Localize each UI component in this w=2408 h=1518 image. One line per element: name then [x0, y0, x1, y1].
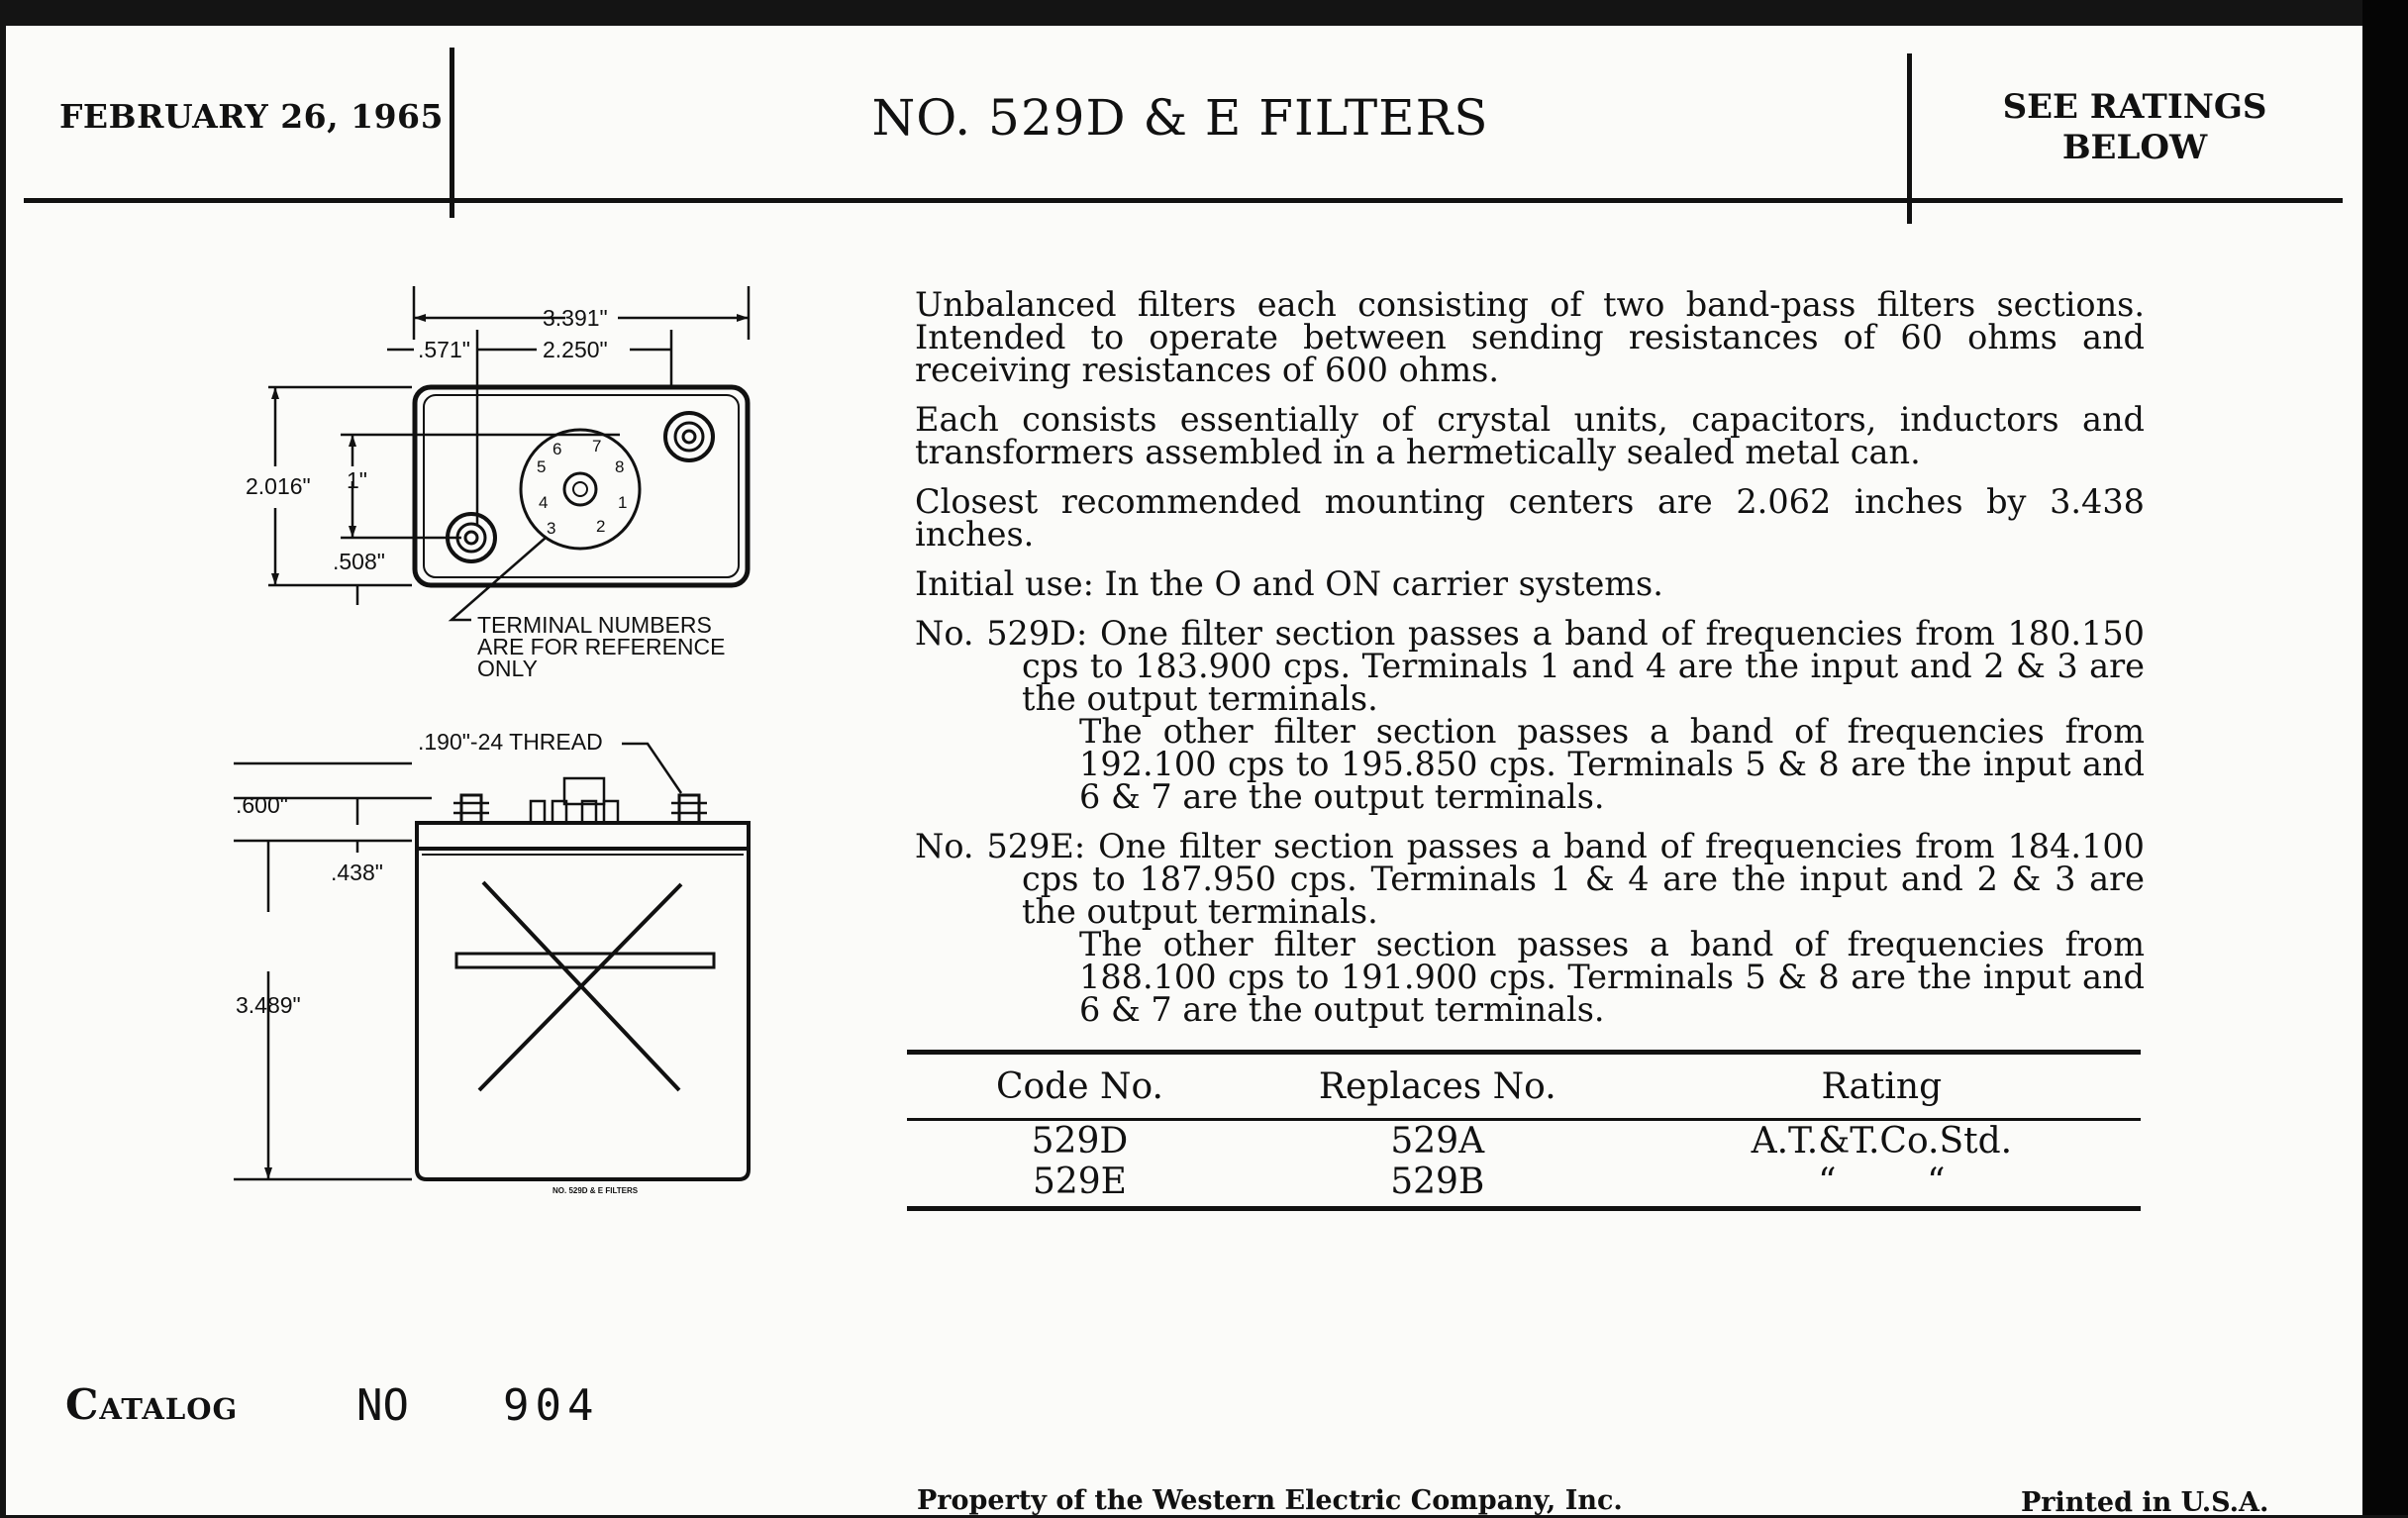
dim-508: .508"	[333, 549, 385, 574]
description-529e-a: One filter section passes a band of frequencies from 184.100 cps to 187.950 cps. Terminals 1 & 4 are the input and 2 & 3 are the output terminals.	[1022, 827, 2146, 931]
terminal-note-2: ARE FOR REFERENCE	[477, 634, 726, 659]
ratings-note	[1919, 87, 2351, 168]
dim-height: 2.016"	[246, 473, 311, 499]
cell-replaces: 529B	[1390, 1162, 1485, 1202]
pin-label-3: 3	[547, 519, 556, 538]
description-p3: Closest recommended mounting centers are 2.062 inches by 3.438 inches.	[915, 482, 2145, 554]
ratings-note-line2: BELOW	[2061, 128, 2208, 167]
pin-label-6: 6	[552, 440, 562, 458]
description	[915, 285, 2146, 1043]
dim-width: 3.391"	[543, 305, 608, 331]
terminal-note-1: TERMINAL NUMBERS	[477, 612, 712, 638]
dim-600: .600"	[236, 792, 288, 818]
description-p4: Initial use: In the O and ON carrier systems.	[915, 564, 1663, 603]
catalog-number: 904	[503, 1380, 600, 1431]
pin-label-1: 1	[618, 493, 628, 512]
header-replaces-no: Replaces No.	[1318, 1065, 1556, 1107]
description-529d-a: One filter section passes a band of frequencies from 180.150 cps to 183.900 cps. Terminals 1 and 4 are the input and 2 & 3 are the output terminals.	[1022, 614, 2146, 718]
dim-offset: .571"	[418, 337, 470, 362]
description-p2: Each consists essentially of crystal units, capacitors, inductors and transformers assembled in a hermetically sealed metal can.	[915, 400, 2145, 471]
pin-label-4: 4	[539, 493, 549, 512]
cell-code: 529E	[1032, 1162, 1127, 1202]
header-code-no: Code No.	[995, 1065, 1163, 1107]
ratings-table	[907, 1055, 2141, 1202]
description-529d	[915, 614, 2146, 816]
dim-3489: 3.489"	[236, 992, 301, 1018]
scan-edge	[2362, 0, 2408, 1515]
dim-spacing: 2.250"	[543, 337, 608, 362]
pin-label-8: 8	[615, 457, 625, 476]
pin-label-5: 5	[537, 457, 547, 476]
catalog-no: NO	[356, 1380, 409, 1431]
header-divider-left	[450, 48, 454, 218]
table-header-row	[907, 1055, 2141, 1118]
description-529d-label: No. 529D:	[915, 614, 1088, 653]
description-529d-b: The other filter section passes a band of frequencies from 192.100 cps to 195.850 cps. Terminals 5 & 8 are the input and 6 & 7 are the output terminals.	[1079, 712, 2145, 816]
table-row	[907, 1162, 2141, 1202]
catalog-card	[6, 26, 2362, 1518]
page-title: NO. 529D & E FILTERS	[871, 89, 1489, 147]
cell-code: 529D	[1031, 1121, 1129, 1162]
ratings-note-line1: SEE RATINGS	[2002, 87, 2267, 127]
drawing-caption: NO. 529D & E FILTERS	[552, 1186, 639, 1195]
thread-label: .190"-24 THREAD	[418, 729, 603, 755]
table-row	[907, 1121, 2141, 1162]
footer-property: Property of the Western Electric Company, Inc.	[917, 1485, 1623, 1516]
dim-438: .438"	[331, 860, 383, 885]
table-bottom-rule	[907, 1206, 2141, 1211]
ratings-table-wrap	[907, 1050, 2141, 1211]
footer-printed: Printed in U.S.A.	[2021, 1487, 2269, 1518]
catalog-label: Catalog	[65, 1380, 239, 1429]
description-529e-label: No. 529E:	[915, 827, 1086, 865]
header-rating: Rating	[1821, 1065, 1943, 1107]
description-529e	[915, 827, 2146, 1029]
pin-label-2: 2	[596, 517, 606, 536]
terminal-note-3: ONLY	[477, 656, 538, 681]
header-rule	[24, 198, 2343, 203]
cell-rating: A.T.&T.Co.Std.	[1751, 1121, 2013, 1162]
description-p1: Unbalanced filters each consisting of two band-pass filters sections. Intended to operate between sending resistances of 60 ohms and receiving resistances of 600 ohms.	[915, 285, 2145, 389]
description-529e-b: The other filter section passes a band of frequencies from 188.100 cps to 191.900 cps. Terminals 5 & 8 are the input and 6 & 7 are the output terminals.	[1079, 925, 2145, 1029]
cell-rating: “ “	[1818, 1162, 1946, 1202]
dim-one-inch: 1"	[347, 467, 367, 493]
header-date: FEBRUARY 26, 1965	[59, 97, 444, 136]
pin-label-7: 7	[592, 437, 602, 455]
filter-drawing	[224, 278, 778, 1195]
cell-replaces: 529A	[1390, 1121, 1485, 1162]
